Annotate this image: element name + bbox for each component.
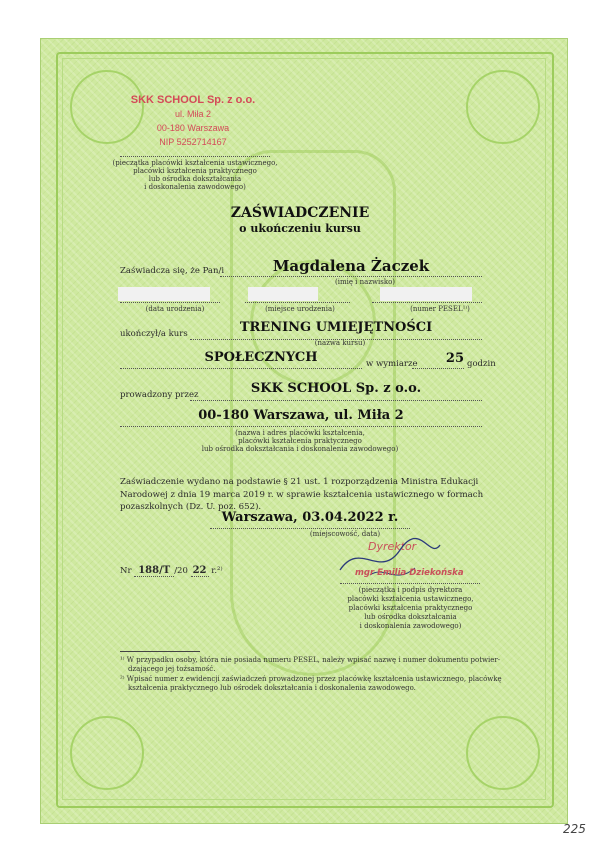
stamp-city: 00-180 Warszawa [156, 123, 230, 133]
footnote-separator [120, 651, 200, 652]
birth-date-caption: (data urodzenia) [145, 305, 205, 313]
corner-ornament-top-right [466, 70, 540, 144]
director-caption-line: lub ośrodka dokształcania [364, 613, 457, 621]
institution-caption-line: placówki kształcenia praktycznego [133, 167, 257, 175]
stamp-nip: NIP 5252714167 [159, 137, 227, 147]
hours-value: 25 [445, 351, 464, 366]
certify-label: Zaświadcza się, że Pan/i [120, 266, 225, 276]
legal-basis-line: pozaszkolnych (Dz. U. poz. 652). [120, 502, 262, 512]
place-date-caption: (miejscowość, data) [309, 530, 381, 538]
stamp-street: ul. Miła 2 [174, 109, 211, 119]
corner-ornament-bottom-right [466, 716, 540, 790]
course-dotted-line-2 [120, 368, 362, 369]
signature-title: Dyrektor [368, 540, 417, 553]
director-caption-line: placówki kształcenia ustawicznego, [347, 595, 474, 603]
provider-caption-line: placówki kształcenia praktycznego [238, 437, 362, 445]
footnote-1 [120, 656, 500, 674]
director-caption-line: placówki kształcenia praktycznego [348, 604, 473, 612]
birth-place-caption: (miejsce urodzenia) [265, 305, 335, 313]
name-dotted-line [220, 276, 482, 277]
provider-dotted-line-2 [120, 426, 482, 427]
page-number: 225 [563, 822, 586, 836]
signature-name: mgr Emilia Dziekońska [355, 568, 464, 578]
institution-caption-line: i doskonalenia zawodowego) [144, 183, 246, 191]
institution-caption-line: (pieczątka placówki kształcenia ustawicznego, [112, 159, 278, 167]
completed-label: ukończył/a kurs [120, 329, 188, 339]
hours-label: w wymiarze [366, 359, 418, 369]
director-caption-line: (pieczątka i podpis dyrektora [358, 586, 463, 594]
redacted-pesel [380, 287, 472, 301]
handwritten-signature-icon [330, 530, 450, 590]
redacted-birth-place [248, 287, 318, 301]
corner-ornament-bottom-left [70, 716, 144, 790]
provider-dotted-line-1 [190, 400, 482, 401]
institution-caption-line: lub ośrodka dokształcania [148, 175, 242, 183]
provider-caption-line: (nazwa i adres placówki kształcenia, [235, 429, 365, 437]
person-name: Magdalena Żaczek [272, 257, 430, 275]
legal-basis-line: Zaświadczenie wydano na podstawie § 21 ust. 1 rozporządzenia Ministra Edukacji [120, 477, 479, 487]
number-prefix: Nr [120, 566, 132, 576]
footnote-line: kształcenia praktycznego lub ośrodek dokształcania i doskonalenia zawodowego. [128, 684, 416, 692]
provider-caption [200, 429, 400, 453]
conducted-label: prowadzony przez [120, 390, 199, 400]
birth-date-dotted-line [120, 302, 220, 303]
place-date-dotted-line [210, 528, 410, 529]
director-caption [338, 586, 483, 631]
footnote-line: ²⁾ Wpisać numer z ewidencji zaświadczeń prowadzonej przez placówkę kształcenia ustawicznego, placówkę [120, 675, 502, 683]
footnote-line: ¹⁾ W przypadku osoby, która nie posiada numeru PESEL, należy wpisać nazwę i numer dokumentu potwier- [120, 656, 501, 664]
institution-stamp [118, 93, 268, 149]
stamp-dotted-line [120, 156, 270, 157]
number-value: 188/T [134, 565, 174, 577]
place-date: Warszawa, 03.04.2022 r. [221, 510, 399, 525]
number-year: 22 [192, 565, 207, 576]
birth-place-dotted-line [245, 302, 350, 303]
redacted-birth-date [118, 287, 210, 301]
institution-caption [110, 159, 280, 191]
number-year-prefix: /20 [174, 566, 188, 576]
footnote-2 [120, 675, 502, 693]
hours-unit: godzin [467, 359, 496, 369]
legal-basis [120, 476, 483, 514]
pesel-dotted-line [372, 302, 482, 303]
provider-caption-line: lub ośrodka dokształcania i doskonalenia zawodowego) [201, 445, 399, 453]
name-caption: (imię i nazwisko) [334, 278, 396, 286]
course-caption: (nazwa kursu) [314, 339, 366, 347]
hours-dotted-line [412, 368, 464, 369]
pesel-caption: (numer PESEL¹⁾) [410, 305, 470, 313]
stamp-name: SKK SCHOOL Sp. z o.o. [130, 94, 256, 106]
document-title: ZAŚWIADCZENIE [230, 205, 370, 221]
legal-basis-line: Narodowej z dnia 19 marca 2019 r. w sprawie kształcenia ustawicznego w formach [120, 489, 484, 500]
signature-dotted-line [340, 583, 480, 584]
course-name-line-1: TRENING UMIEJĘTNOŚCI [239, 320, 433, 335]
provider-address: 00-180 Warszawa, ul. Miła 2 [198, 408, 404, 423]
footnote-line: dzającego jej tożsamość. [128, 665, 216, 673]
provider-name: SKK SCHOOL Sp. z o.o. [250, 381, 422, 396]
document-subtitle: o ukończeniu kursu [239, 222, 361, 235]
certificate-number [120, 565, 223, 576]
course-name-line-2: SPOŁECZNYCH [204, 350, 318, 365]
number-suffix: r.²⁾ [211, 566, 223, 576]
director-caption-line: i doskonalenia zawodowego) [359, 622, 462, 630]
